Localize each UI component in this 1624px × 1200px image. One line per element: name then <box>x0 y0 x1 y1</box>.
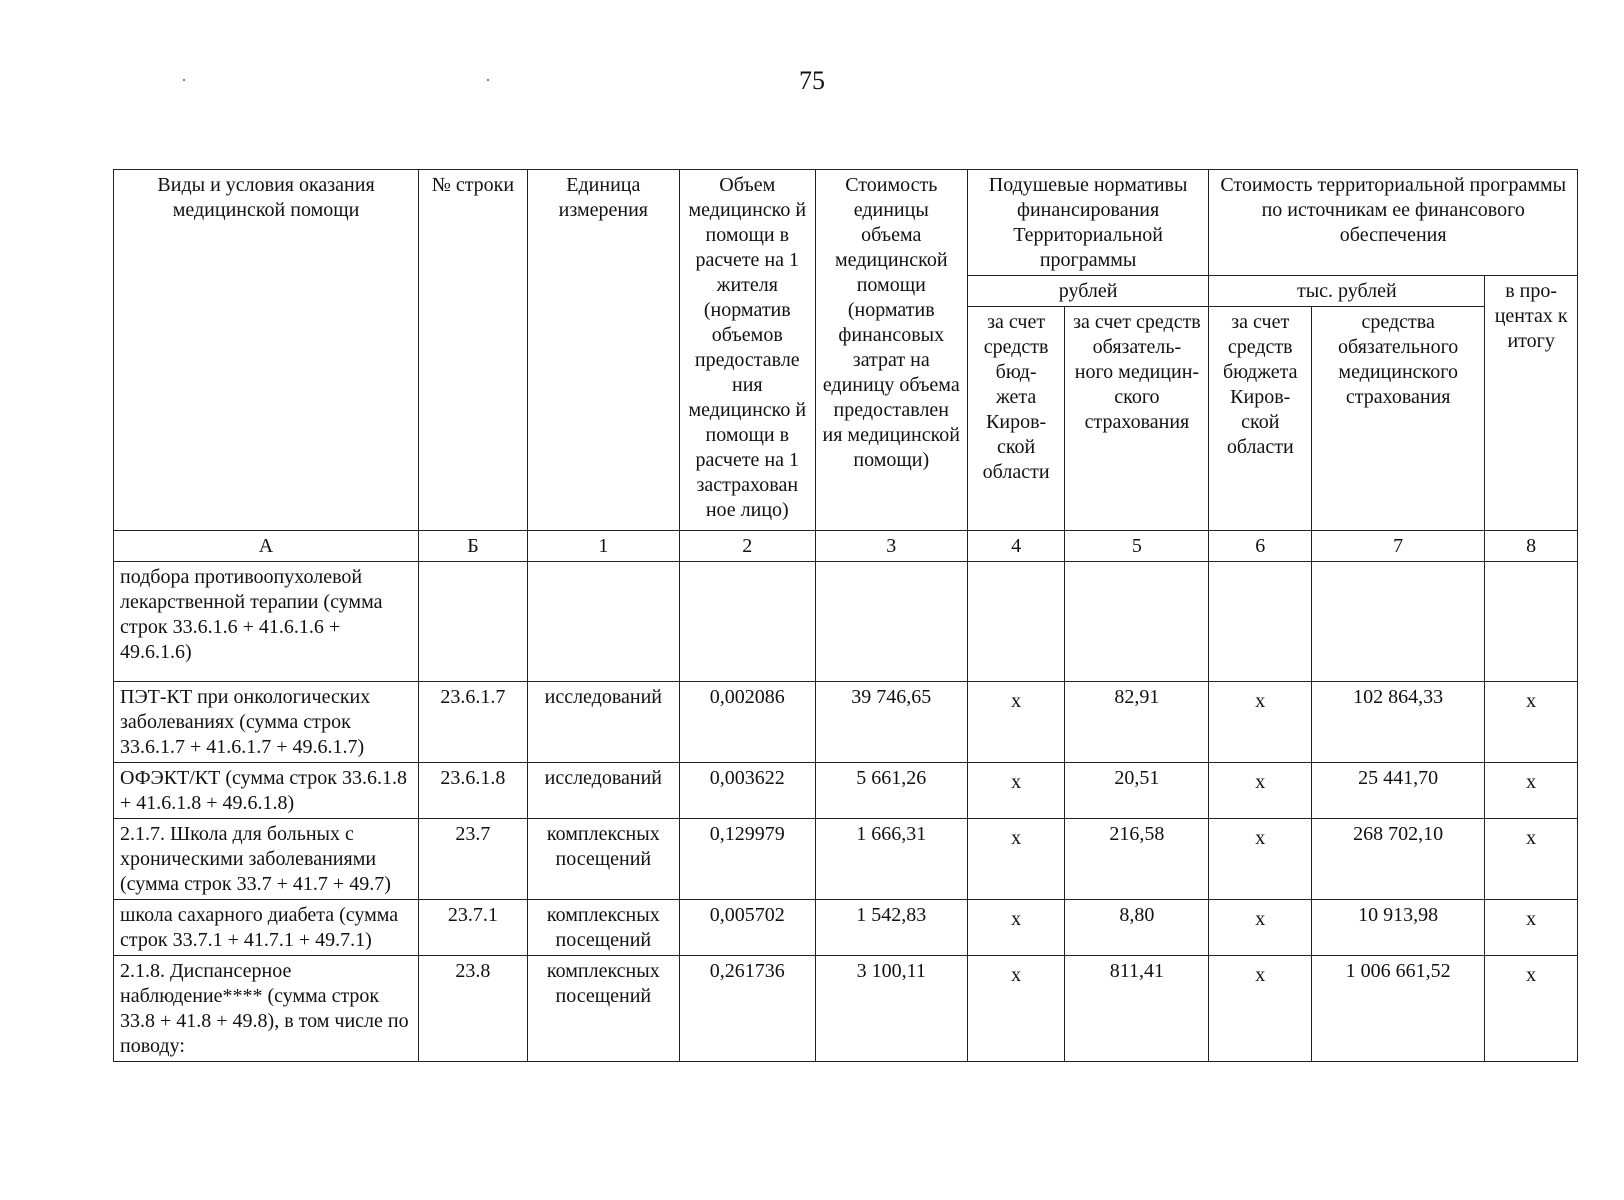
row-c4: x <box>967 956 1065 1062</box>
row-c5: 216,58 <box>1065 819 1209 900</box>
row-c4: x <box>967 900 1065 956</box>
index-cell: Б <box>419 531 528 562</box>
row-cost: 1 542,83 <box>815 900 967 956</box>
row-name: школа сахарного диабета (сумма строк 33.7.1 + 41.7.1 + 49.7.1) <box>114 900 419 956</box>
row-unit <box>527 562 679 682</box>
row-c7 <box>1312 562 1485 682</box>
index-cell: 4 <box>967 531 1065 562</box>
row-c6: x <box>1209 956 1312 1062</box>
table-row <box>114 682 1578 763</box>
row-c6: x <box>1209 819 1312 900</box>
column-index-row <box>114 531 1578 562</box>
row-line: 23.6.1.8 <box>419 763 528 819</box>
row-c8: x <box>1485 763 1578 819</box>
page-number: 75 <box>799 66 825 95</box>
header-col-7: средства обязательного медицинского страхования <box>1312 307 1485 531</box>
index-cell: 3 <box>815 531 967 562</box>
table-row <box>114 763 1578 819</box>
row-c6: x <box>1209 900 1312 956</box>
row-c8 <box>1485 562 1578 682</box>
row-volume <box>679 562 815 682</box>
header-col-b: № строки <box>419 170 528 531</box>
index-cell: 6 <box>1209 531 1312 562</box>
row-c6: x <box>1209 763 1312 819</box>
row-c7: 10 913,98 <box>1312 900 1485 956</box>
row-c7: 25 441,70 <box>1312 763 1485 819</box>
row-volume: 0,005702 <box>679 900 815 956</box>
row-unit: комплексных посещений <box>527 956 679 1062</box>
row-cost: 39 746,65 <box>815 682 967 763</box>
row-c7: 268 702,10 <box>1312 819 1485 900</box>
index-cell: А <box>114 531 419 562</box>
row-c4: x <box>967 819 1065 900</box>
header-col-2: Объем медицинско й помощи в расчете на 1 жителя (норматив объемов предоставле ния медицинско й помощи в расчете на 1 застрахован ное лицо) <box>679 170 815 531</box>
row-line: 23.6.1.7 <box>419 682 528 763</box>
row-unit: комплексных посещений <box>527 819 679 900</box>
row-c8: x <box>1485 956 1578 1062</box>
row-name: 2.1.7. Школа для больных с хроническими заболеваниями (сумма строк 33.7 + 41.7 + 49.7) <box>114 819 419 900</box>
row-unit: исследований <box>527 763 679 819</box>
row-c5: 8,80 <box>1065 900 1209 956</box>
header-group-cost: Стоимость территориальной программы по источникам ее финансового обеспечения <box>1209 170 1578 276</box>
row-volume: 0,003622 <box>679 763 815 819</box>
row-line: 23.8 <box>419 956 528 1062</box>
row-name: ПЭТ-КТ при онкологических заболеваниях (сумма строк 33.6.1.7 + 41.6.1.7 + 49.6.1.7) <box>114 682 419 763</box>
header-unit-thousand-rub: тыс. рублей <box>1209 276 1485 307</box>
row-c4: x <box>967 682 1065 763</box>
row-c4 <box>967 562 1065 682</box>
row-cost <box>815 562 967 682</box>
scan-speck <box>487 79 489 81</box>
row-c5: 811,41 <box>1065 956 1209 1062</box>
table-row <box>114 819 1578 900</box>
index-cell: 2 <box>679 531 815 562</box>
financing-table <box>113 169 1578 1062</box>
header-row-1 <box>114 170 1578 276</box>
row-c8: x <box>1485 819 1578 900</box>
header-col-3: Стоимость единицы объема медицинской помощи (норматив финансовых затрат на единицу объема предоставлен ия медицинской помощи) <box>815 170 967 531</box>
row-name: ОФЭКТ/КТ (сумма строк 33.6.1.8 + 41.6.1.8 + 49.6.1.8) <box>114 763 419 819</box>
row-name: 2.1.8. Диспансерное наблюдение**** (сумма строк 33.8 + 41.8 + 49.8), в том числе по поводу: <box>114 956 419 1062</box>
header-col-4: за счет средств бюд- жета Киров- ской области <box>967 307 1065 531</box>
index-cell: 5 <box>1065 531 1209 562</box>
row-line: 23.7.1 <box>419 900 528 956</box>
table-row <box>114 900 1578 956</box>
row-c6: x <box>1209 682 1312 763</box>
header-col-1: Единица измерения <box>527 170 679 531</box>
row-cost: 1 666,31 <box>815 819 967 900</box>
row-cost: 5 661,26 <box>815 763 967 819</box>
row-c7: 102 864,33 <box>1312 682 1485 763</box>
table-row <box>114 562 1578 682</box>
header-percent-of-total: в про- центах к итогу <box>1485 276 1578 531</box>
row-c7: 1 006 661,52 <box>1312 956 1485 1062</box>
row-volume: 0,129979 <box>679 819 815 900</box>
index-cell: 8 <box>1485 531 1578 562</box>
row-c5 <box>1065 562 1209 682</box>
row-name: подбора противоопухолевой лекарственной терапии (сумма строк 33.6.1.6 + 41.6.1.6 + 49.6.1.6) <box>114 562 419 682</box>
table-row <box>114 956 1578 1062</box>
index-cell: 7 <box>1312 531 1485 562</box>
row-line: 23.7 <box>419 819 528 900</box>
row-volume: 0,261736 <box>679 956 815 1062</box>
row-c5: 82,91 <box>1065 682 1209 763</box>
row-cost: 3 100,11 <box>815 956 967 1062</box>
row-c5: 20,51 <box>1065 763 1209 819</box>
index-cell: 1 <box>527 531 679 562</box>
row-unit: комплексных посещений <box>527 900 679 956</box>
header-group-per-capita: Подушевые нормативы финансирования Территориальной программы <box>967 170 1209 276</box>
row-c8: x <box>1485 682 1578 763</box>
header-unit-rub: рублей <box>967 276 1209 307</box>
scan-speck <box>183 79 185 81</box>
header-col-6: за счет средств бюджета Киров- ской области <box>1209 307 1312 531</box>
row-c6 <box>1209 562 1312 682</box>
row-c8: x <box>1485 900 1578 956</box>
header-col-5: за счет средств обязатель- ного медицин- ского страхования <box>1065 307 1209 531</box>
row-unit: исследований <box>527 682 679 763</box>
header-col-a: Виды и условия оказания медицинской помощи <box>114 170 419 531</box>
row-volume: 0,002086 <box>679 682 815 763</box>
row-line <box>419 562 528 682</box>
row-c4: x <box>967 763 1065 819</box>
